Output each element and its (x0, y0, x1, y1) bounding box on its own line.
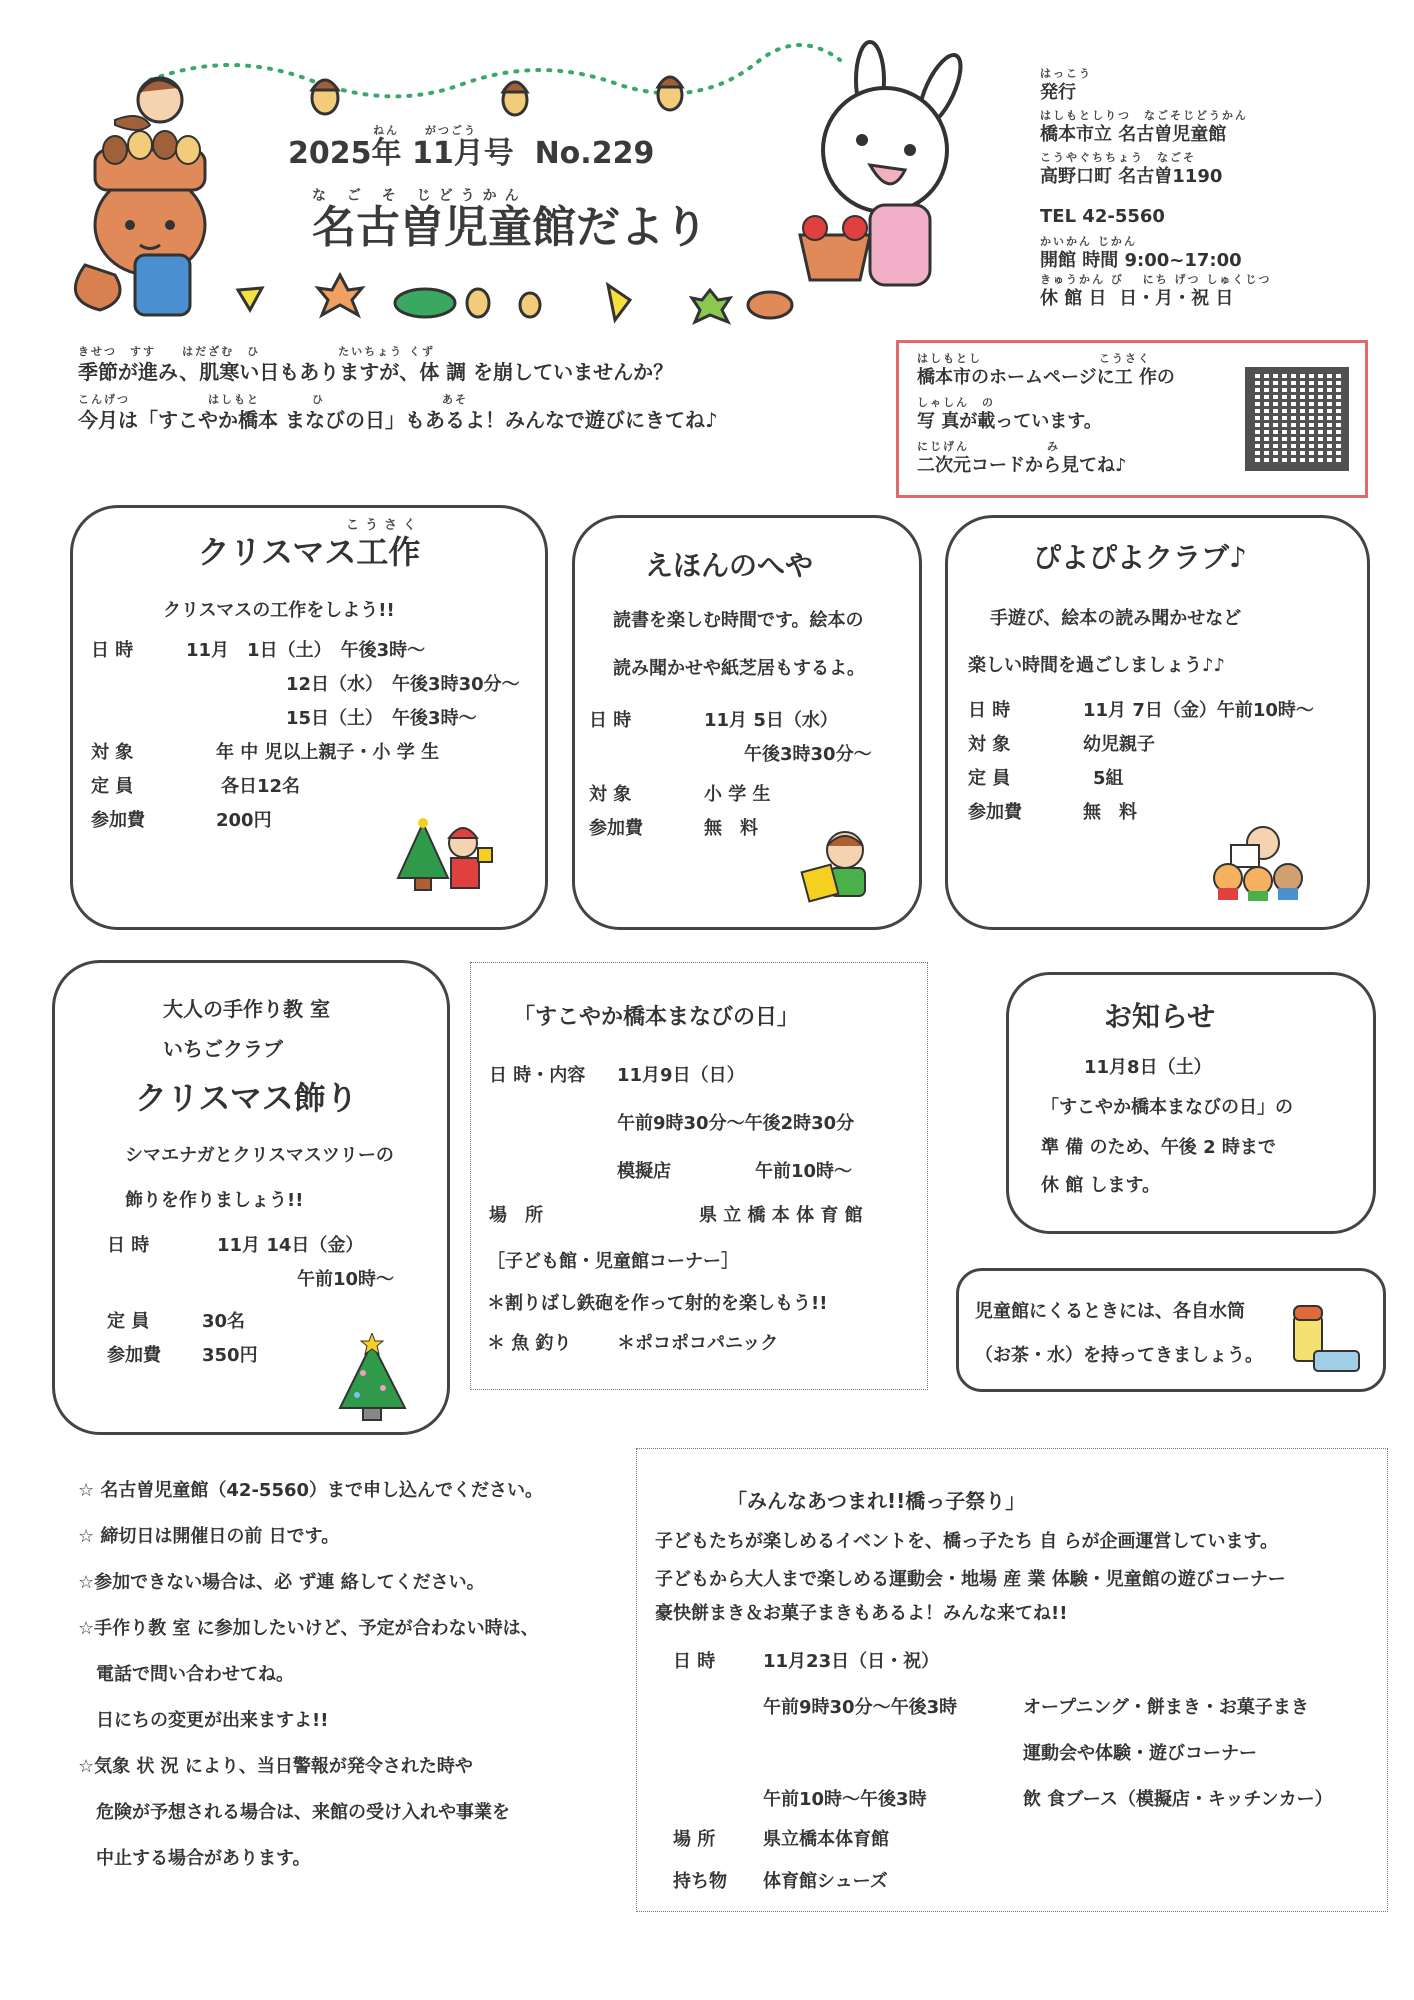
festival-title: 「みんなあつまれ!!橋っ子祭り」 (727, 1489, 1026, 1513)
publisher-label: 発行 (1040, 82, 1076, 103)
rule-item: 電話で問い合わせてね。 (78, 1664, 294, 1685)
festival-desc-2: 子どもから大人まで楽しめる運動会・地場 産 業 体験・児童館の遊びコーナー (655, 1569, 1286, 1590)
leaf-icon (748, 292, 792, 318)
detail-value: 午後3時30分～ (744, 744, 872, 765)
learning-day-place-row (489, 1203, 863, 1229)
notice-box (1006, 972, 1376, 1234)
festival-bring-row (673, 1869, 888, 1895)
greeting (78, 346, 718, 434)
festival-desc-3: 豪快餅まき＆お菓子まきもあるよ！みんな来てね!! (655, 1603, 1068, 1624)
detail-label: 定 員 (107, 1311, 150, 1332)
ginkgo-leaf-icon (608, 285, 630, 320)
schedule-event: オープニング・餅まき・お菓子まき (1023, 1697, 1309, 1718)
ehon-title: えほんのへや (645, 549, 814, 582)
greeting-line-2: 今月は「すこやか橋本 まなびの日」もあるよ！みんなで遊びにきてね♪ (78, 408, 718, 432)
detail-label: 参加費 (91, 810, 145, 831)
qr-ruby-1: はしもとし こうさく (917, 352, 1151, 365)
publisher-info (1040, 68, 1271, 312)
publisher-hours: 開館 時間 9:00~17:00 (1040, 250, 1242, 271)
water-bottle-line-2: （お茶・水）を持ってきましょう。 (975, 1345, 1263, 1366)
notice-line-1: 「すこやか橋本まなびの日」の (1041, 1097, 1293, 1118)
acorn-icon (658, 77, 682, 110)
festival-bring-label: 持ち物 (673, 1871, 727, 1892)
festival-schedule-row (763, 1741, 1257, 1767)
detail-row (589, 708, 872, 734)
detail-label: 日 時 (91, 640, 134, 661)
water-bottle-line-1: 児童館にくるときには、各自水筒 (975, 1301, 1245, 1322)
rule-item: ☆ 締切日は開催日の前 日です。 (78, 1526, 340, 1547)
festival-place-row (673, 1827, 889, 1853)
festival-schedule-row (763, 1695, 1309, 1721)
detail-value: 30名 (202, 1311, 246, 1332)
festival-desc-1: 子どもたちが楽しめるイベントを、橋っ子たち 自 らが企画運営しています。 (655, 1531, 1279, 1552)
adult-class-title: クリスマス飾り (135, 1079, 358, 1117)
schedule-event: 飲 食ブース（模擬店・キッチンカー） (1023, 1789, 1333, 1810)
rule-item: ☆参加できない場合は、必 ず連 絡してください。 (78, 1572, 485, 1593)
piyopiyo-details (968, 698, 1314, 834)
publisher-closed-ruby: きゅうかん び にち げつ しゅくじつ (1040, 273, 1272, 286)
picture-book-room-box (572, 515, 922, 930)
publisher-hours-ruby: かいかん じかん (1040, 235, 1137, 248)
learning-day-activities-row (487, 1331, 778, 1357)
issue-number: 2025年 11月号 No.229 (288, 136, 655, 171)
detail-value: 15日（土） 午後3時～ (286, 708, 477, 729)
detail-value: 小 学 生 (704, 784, 771, 805)
detail-row (968, 766, 1314, 792)
schedule-time: 午前10時～午後3時 (763, 1789, 927, 1810)
detail-label: 定 員 (968, 768, 1011, 789)
publisher-closed: 休 館 日 日・月・祝 日 (1040, 288, 1234, 309)
piyopiyo-title: ぴよぴよクラブ♪ (1033, 541, 1247, 574)
maple-leaf-icon (692, 290, 730, 322)
water-bottle-box (956, 1268, 1386, 1392)
acorn-icon (503, 82, 527, 115)
detail-value: 各日12名 (221, 776, 301, 797)
rule-item: ☆気象 状 況 により、当日警報が発令された時や (78, 1756, 473, 1777)
rule-item: 中止する場合があります。 (78, 1848, 311, 1869)
notice-line-3: 休 館 します。 (1041, 1175, 1161, 1196)
detail-label: 参加費 (107, 1345, 161, 1366)
acorn-icon (312, 80, 338, 114)
ehon-desc-1: 読書を楽しむ時間です。絵本の (613, 610, 864, 631)
notice-title: お知らせ (1104, 1000, 1216, 1033)
festival-box (636, 1448, 1388, 1912)
title-ruby: な ご そ じどうかん (312, 188, 527, 204)
schedule-time: 午前9時30分～午後3時 (763, 1697, 958, 1718)
festival-bring: 体育館シューズ (763, 1871, 888, 1892)
learning-day-time: 午前9時30分～午後2時30分 (617, 1113, 855, 1134)
rule-item: 日にちの変更が出来ますよ!! (78, 1710, 329, 1731)
detail-row (91, 740, 520, 766)
learning-day-corner: ［子ども館・児童館コーナー］ (487, 1251, 739, 1272)
rule-item: 危険が予想される場合は、来館の受け入れや事業を (78, 1802, 510, 1823)
learning-day-place-label: 場 所 (489, 1205, 543, 1226)
learning-day-place: 県 立 橋 本 体 育 館 (699, 1205, 863, 1226)
learning-day-activity-1: ＊割りばし鉄砲を作って射的を楽しもう!! (487, 1293, 828, 1314)
detail-value: 5組 (1093, 768, 1124, 789)
adult-class-club: いちごクラブ (163, 1037, 283, 1061)
issue-ruby: ねん がつごう (373, 124, 477, 137)
detail-label: 参加費 (589, 818, 643, 839)
detail-row (107, 1267, 394, 1293)
festival-date-row (673, 1649, 939, 1675)
learning-day-date: 11月9日（日） (617, 1065, 745, 1086)
notice-line-2: 準 備 のため、午後 2 時まで (1041, 1137, 1276, 1158)
learning-day-activity-3: ＊ポコポコパニック (617, 1333, 779, 1354)
child-reading-icon (800, 828, 880, 903)
publisher-label-ruby: はっこう (1040, 67, 1092, 80)
learning-day-title: 「すこやか橋本まなびの日」 (513, 1005, 800, 1030)
leaf-icon (238, 288, 262, 310)
publisher-address: 高野口町 名古曽1190 (1040, 166, 1223, 187)
qr-ruby-3: にじげん み (917, 440, 1060, 453)
publisher-tel: TEL 42-5560 (1040, 206, 1165, 227)
detail-row (91, 706, 520, 732)
detail-row (107, 1233, 394, 1259)
detail-value: 無 料 (1083, 802, 1137, 823)
detail-value: 11月 14日（金） (217, 1235, 364, 1256)
detail-value: 350円 (202, 1345, 258, 1366)
qr-code-icon[interactable] (1245, 367, 1349, 471)
leaf-icon (395, 289, 455, 317)
learning-day-date-label: 日 時・内容 (489, 1065, 586, 1086)
rule-item: ☆手作り教 室 に参加したいけど、予定が合わない時は、 (78, 1618, 539, 1639)
detail-row (968, 698, 1314, 724)
detail-row (91, 638, 520, 664)
issue-line (288, 125, 654, 171)
publisher-address-ruby: こうやぐちちょう なごそ (1040, 151, 1196, 164)
detail-label: 日 時 (589, 710, 632, 731)
learning-day-date-row (489, 1063, 745, 1089)
detail-row (589, 742, 872, 768)
detail-row (91, 774, 520, 800)
craft-title-ruby: こうさく (345, 518, 422, 533)
detail-value: 年 中 児以上親子・小 学 生 (216, 742, 440, 763)
learning-day-box (470, 962, 928, 1390)
squirrel-icon (75, 78, 205, 315)
santa-tree-icon (393, 818, 493, 898)
detail-label: 参加費 (968, 802, 1022, 823)
notice-date: 11月8日（土） (1084, 1057, 1212, 1078)
detail-label: 対 象 (589, 784, 632, 805)
festival-date-label: 日 時 (673, 1651, 716, 1672)
qr-line-3: 二次元コードから見てね♪ (917, 455, 1127, 476)
learning-day-shop-label: 模擬店 (617, 1161, 671, 1182)
acorn-icon (520, 293, 540, 317)
detail-label: 日 時 (968, 700, 1011, 721)
piyopiyo-desc-2: 楽しい時間を過ごしましょう♪♪ (968, 655, 1225, 676)
festival-schedule-row (763, 1787, 1333, 1813)
detail-value: 無 料 (704, 818, 758, 839)
qr-line-2: 写 真が載っています。 (917, 411, 1102, 432)
craft-details (91, 638, 520, 842)
publisher-org: 橋本市立 名古曽児童館 (1040, 124, 1227, 145)
newsletter-title (312, 190, 708, 254)
bunny-icon (800, 42, 969, 285)
detail-row (968, 732, 1314, 758)
detail-value: 11月 7日（金）午前10時～ (1083, 700, 1314, 721)
storytime-group-icon (1203, 823, 1313, 903)
acorn-icon (467, 289, 489, 317)
detail-value: 幼児親子 (1083, 734, 1155, 755)
schedule-event: 運動会や体験・遊びコーナー (1023, 1743, 1257, 1764)
festival-place-label: 場 所 (673, 1829, 716, 1850)
qr-line-1: 橋本市のホームページに工 作の (917, 367, 1175, 388)
detail-label: 日 時 (107, 1235, 150, 1256)
rules-list (78, 1478, 543, 1872)
detail-row (91, 672, 520, 698)
detail-value: 午前10時～ (297, 1269, 395, 1290)
craft-subtitle: クリスマスの工作をしよう!! (163, 600, 395, 621)
craft-title: クリスマス工作 (197, 533, 421, 571)
detail-label: 定 員 (91, 776, 134, 797)
christmas-craft-box (70, 505, 548, 930)
water-bottle-icon (1279, 1301, 1369, 1381)
detail-value: 11月 5日（水） (704, 710, 838, 731)
learning-day-shop-time: 午前10時～ (755, 1161, 853, 1182)
learning-day-activity-2: ＊ 魚 釣り (487, 1333, 572, 1354)
page-title: 名古曽児童館だより (312, 202, 708, 253)
piyopiyo-desc-1: 手遊び、絵本の読み聞かせなど (990, 608, 1242, 629)
piyopiyo-club-box (945, 515, 1370, 930)
detail-label: 対 象 (91, 742, 134, 763)
qr-notice-box (896, 340, 1368, 498)
greeting-line-1: 季節が進み、肌寒い日もありますが、体 調 を崩していませんか？ (78, 360, 674, 384)
festival-place: 県立橋本体育館 (763, 1829, 889, 1850)
adult-class-box (52, 960, 450, 1435)
greeting-ruby-2: こんげつ はしもと ひ あそ (78, 393, 468, 406)
detail-value: 200円 (216, 810, 272, 831)
publisher-org-ruby: はしもとしりつ なごそじどうかん (1040, 109, 1248, 122)
maple-leaf-icon (318, 275, 362, 315)
rule-item: ☆ 名古曽児童館（42-5560）まで申し込んでください。 (78, 1480, 544, 1501)
detail-label: 対 象 (968, 734, 1011, 755)
learning-day-shop-row (617, 1159, 852, 1185)
ehon-desc-2: 読み聞かせや紙芝居もするよ。 (613, 658, 865, 679)
adult-class-desc-2: 飾りを作りましょう!! (125, 1190, 304, 1211)
christmas-tree-icon (335, 1333, 410, 1423)
detail-row (589, 782, 872, 808)
adult-class-heading: 大人の手作り教 室 (163, 997, 330, 1021)
qr-ruby-2: しゃしん の (917, 396, 995, 409)
adult-class-desc-1: シマエナガとクリスマスツリーの (125, 1145, 394, 1166)
festival-date: 11月23日（日・祝） (763, 1651, 940, 1672)
detail-row (107, 1309, 394, 1335)
detail-value: 12日（水） 午後3時30分～ (286, 674, 520, 695)
greeting-ruby-1: きせつ すす はだざむ ひ たいちょう くず (78, 345, 435, 358)
detail-value: 11月 1日（土） 午後3時～ (186, 640, 426, 661)
